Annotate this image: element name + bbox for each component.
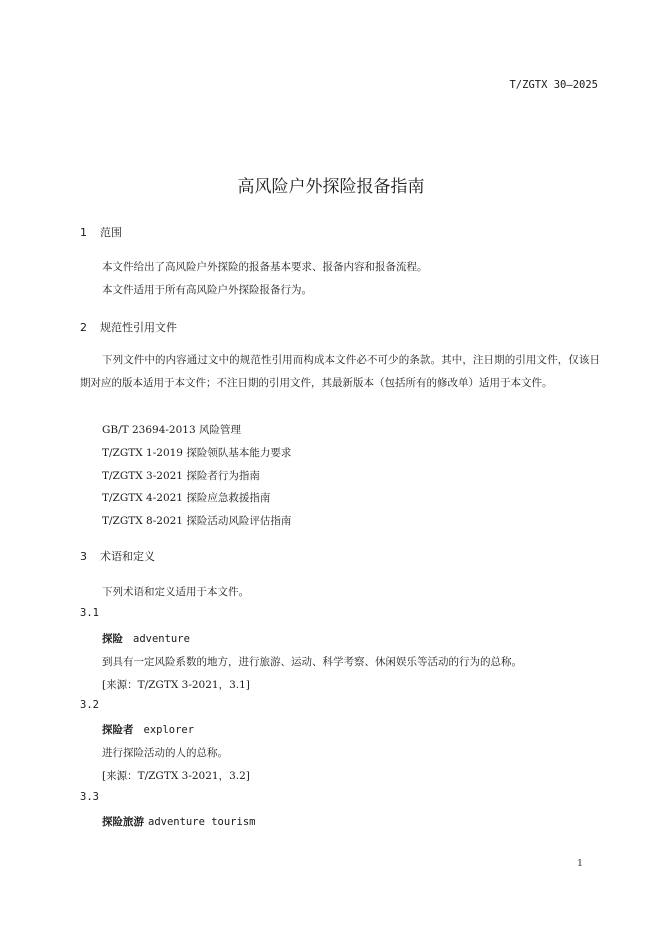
term-number: 3.1 xyxy=(80,607,99,619)
term-name xyxy=(102,631,190,646)
section-title: 范围 xyxy=(100,226,122,239)
section-number: 2 xyxy=(80,321,87,334)
term-number: 3.3 xyxy=(80,791,99,803)
term-source: [来源：T/ZGTX 3-2021，3.2] xyxy=(102,770,250,782)
term-name-zh: 探险 xyxy=(102,633,123,645)
paragraph: 本文件给出了高风险户外探险的报备基本要求、报备内容和报备流程。 xyxy=(102,261,428,273)
paragraph: 下列文件中的内容通过文中的规范性引用而构成本文件必不可少的条款。其中，注日期的引用文件，仅该日期对应的版本适用于本文件；不注日期的引用文件，其最新版本（包括所有的修改单）适用于本文件。 xyxy=(80,354,600,389)
document-code: T/ZGTX 30—2025 xyxy=(509,79,598,91)
reference-item: T/ZGTX 4-2021 探险应急救援指南 xyxy=(102,492,271,504)
term-name xyxy=(102,722,194,737)
term-name-en: adventure tourism xyxy=(148,816,256,828)
term-definition: 到具有一定风险系数的地方，进行旅游、运动、科学考察、休闲娱乐等活动的行为的总称。 xyxy=(102,656,522,668)
term-name-en: explorer xyxy=(143,724,195,736)
term-name xyxy=(102,814,255,829)
section-2-heading xyxy=(80,319,177,335)
page-number: 1 xyxy=(576,858,583,869)
paragraph: 下列术语和定义适用于本文件。 xyxy=(102,586,249,598)
section-title: 规范性引用文件 xyxy=(100,321,177,334)
term-name-zh: 探险者 xyxy=(102,724,134,736)
reference-item: T/ZGTX 8-2021 探险活动风险评估指南 xyxy=(102,515,292,527)
document-title: 高风险户外探险报备指南 xyxy=(237,177,425,197)
section-3-heading xyxy=(80,548,155,564)
section-number: 1 xyxy=(80,226,87,239)
section-number: 3 xyxy=(80,550,87,563)
term-definition: 进行探险活动的人的总称。 xyxy=(102,747,228,759)
section-1-heading xyxy=(80,224,122,240)
term-source: [来源：T/ZGTX 3-2021，3.1] xyxy=(102,679,250,691)
term-number: 3.2 xyxy=(80,699,99,711)
reference-item: T/ZGTX 3-2021 探险者行为指南 xyxy=(102,470,260,482)
term-name-zh: 探险旅游 xyxy=(102,816,144,828)
paragraph: 本文件适用于所有高风险户外探险报备行为。 xyxy=(102,284,312,296)
reference-item: GB/T 23694-2013 风险管理 xyxy=(102,424,241,436)
term-name-en: adventure xyxy=(133,633,190,645)
reference-item: T/ZGTX 1-2019 探险领队基本能力要求 xyxy=(102,447,292,459)
section-title: 术语和定义 xyxy=(100,550,155,563)
